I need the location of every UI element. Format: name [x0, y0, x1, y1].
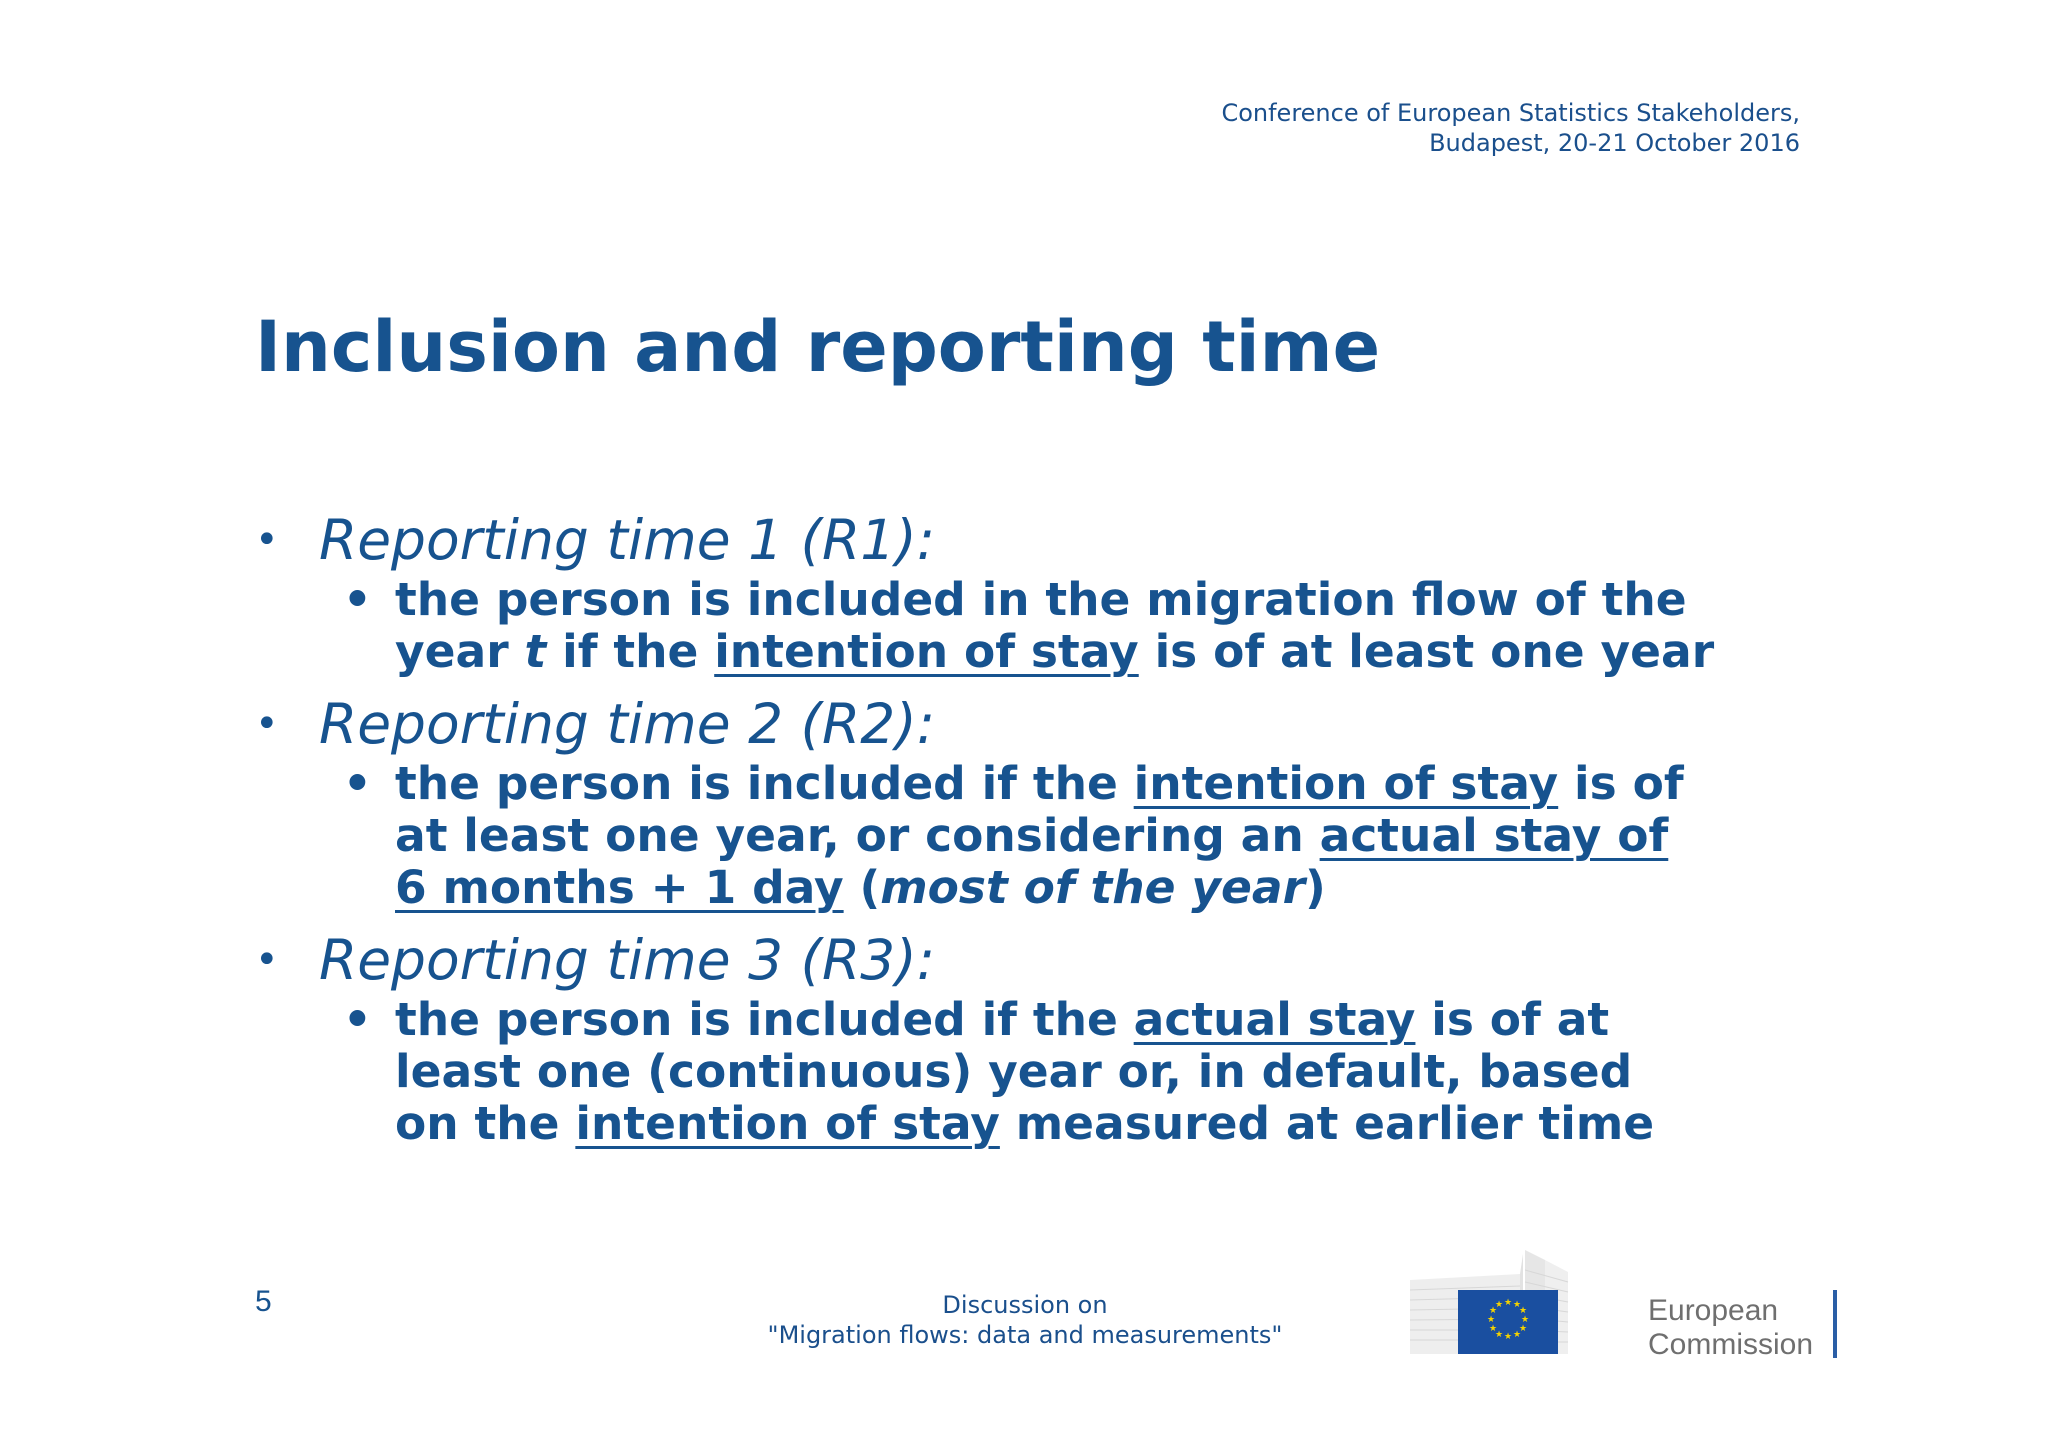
text-fragment: is of at — [1415, 993, 1610, 1046]
sub-bullet-r2-line-2 — [395, 810, 1815, 862]
underlined-intention-of-stay: intention of stay — [575, 1097, 1000, 1150]
text-fragment: ) — [1305, 861, 1326, 914]
conference-line-1: Conference of European Statistics Stakeholders, — [1221, 99, 1800, 127]
text-fragment: the person is included if the — [395, 993, 1134, 1046]
logo-line-1: European — [1648, 1294, 1779, 1327]
sub-bullet-r1-line-2 — [395, 626, 1815, 678]
bullet-reporting-time-1: • Reporting time 1 (R1): — [255, 508, 1815, 572]
sub-bullet-r2 — [395, 758, 1815, 914]
svg-text:★: ★ — [1494, 1300, 1504, 1310]
sub-bullet-r3 — [395, 994, 1815, 1150]
sub-bullet-r1-line-1: • the person is included in the migration flow of the — [395, 573, 1687, 626]
sub-bullet-r3-line-1 — [395, 994, 1815, 1046]
underlined-actual-stay-of: actual stay of — [1319, 809, 1669, 862]
european-commission-wordmark — [1648, 1294, 1813, 1362]
svg-text:★: ★ — [1494, 1330, 1504, 1340]
text-fragment: on the — [395, 1097, 576, 1150]
footer-line-1: Discussion on — [942, 1291, 1108, 1319]
svg-text:★: ★ — [1488, 1306, 1498, 1316]
italic-most-of-the-year: most of the year — [880, 861, 1306, 914]
text-fragment: if the — [546, 625, 715, 678]
text-fragment: the person is included if the — [395, 757, 1134, 810]
text-fragment: at least one year, or considering an — [395, 809, 1320, 862]
text-fragment: is of at least one year — [1138, 625, 1715, 678]
underlined-intention-of-stay: intention of stay — [714, 625, 1139, 678]
svg-text:★: ★ — [1520, 1315, 1530, 1325]
svg-text:★: ★ — [1503, 1298, 1513, 1308]
footer-line-2: "Migration flows: data and measurements" — [767, 1321, 1283, 1349]
svg-text:★: ★ — [1486, 1315, 1496, 1325]
page-number: 5 — [255, 1285, 272, 1318]
text-fragment: year — [395, 625, 525, 678]
svg-text:★: ★ — [1518, 1324, 1528, 1334]
sub-bullet-r1 — [395, 574, 1815, 678]
bullet-reporting-time-3: • Reporting time 3 (R3): — [255, 928, 1815, 992]
sub-bullet-r2-line-3 — [395, 862, 1815, 914]
svg-text:★: ★ — [1512, 1330, 1522, 1340]
svg-text:★: ★ — [1503, 1332, 1513, 1342]
footer-text — [725, 1290, 1325, 1350]
underlined-intention-of-stay: intention of stay — [1133, 757, 1559, 810]
logo-divider-bar — [1833, 1290, 1837, 1358]
logo-line-2: Commission — [1648, 1328, 1814, 1361]
italic-t: t — [524, 625, 547, 678]
conference-info — [900, 98, 1800, 158]
svg-text:★: ★ — [1512, 1300, 1522, 1310]
sub-bullet-r3-line-2: least one (continuous) year or, in default, based — [395, 1045, 1633, 1098]
bullet-reporting-time-2: • Reporting time 2 (R2): — [255, 692, 1815, 756]
text-fragment: ( — [843, 861, 881, 914]
svg-text:★: ★ — [1488, 1324, 1498, 1334]
slide-content — [255, 508, 1815, 1164]
sub-bullet-r2-line-1 — [395, 758, 1815, 810]
slide-title: Inclusion and reporting time — [255, 306, 1381, 388]
sub-bullet-r3-line-3 — [395, 1098, 1815, 1150]
underlined-actual-stay: actual stay — [1133, 993, 1416, 1046]
svg-text:★: ★ — [1518, 1306, 1528, 1316]
underlined-6-months-1-day: 6 months + 1 day — [395, 861, 844, 914]
conference-line-2: Budapest, 20-21 October 2016 — [1429, 129, 1800, 157]
text-fragment: measured at earlier time — [999, 1097, 1655, 1150]
text-fragment: is of — [1558, 757, 1684, 810]
